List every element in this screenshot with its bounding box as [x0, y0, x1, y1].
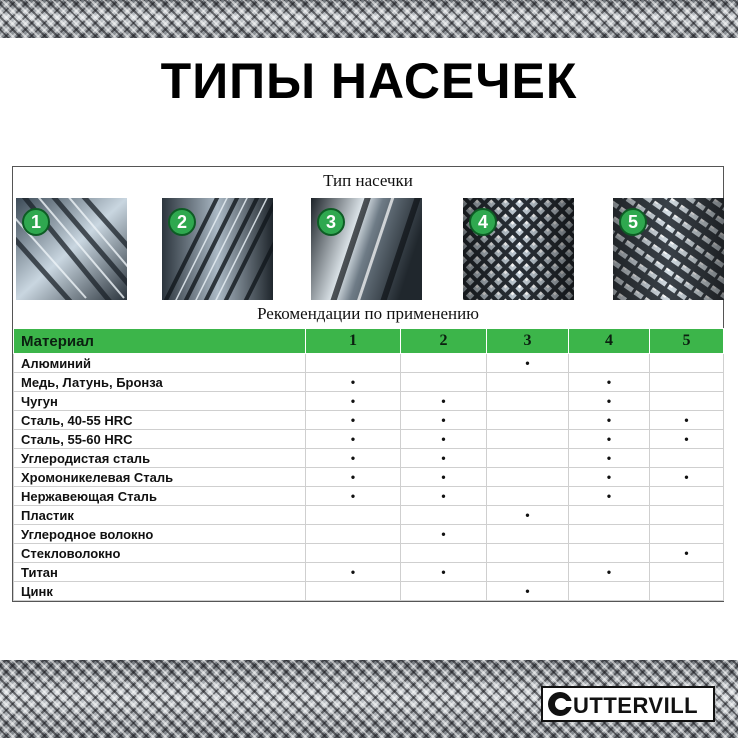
recommended-mark: • [350, 394, 356, 408]
recommended-mark: • [441, 489, 446, 503]
table-row [14, 392, 724, 411]
recommended-mark: • [441, 451, 446, 465]
suitability-cell-1 [306, 430, 401, 449]
suitability-cell-2 [401, 411, 487, 430]
material-name: Углеродное волокно [14, 525, 306, 544]
recommended-mark: • [441, 432, 446, 446]
suitability-cell-4 [569, 525, 650, 544]
table-row [14, 468, 724, 487]
suitability-cell-1 [306, 582, 401, 601]
material-name: Пластик [14, 506, 306, 525]
suitability-cell-1 [306, 506, 401, 525]
table-row [14, 430, 724, 449]
recommended-mark: • [606, 489, 612, 503]
suitability-cell-5 [650, 392, 724, 411]
table-row [14, 544, 724, 563]
suitability-cell-2 [401, 392, 487, 411]
recommended-mark: • [441, 527, 446, 541]
suitability-cell-3 [487, 373, 569, 392]
suitability-cell-5 [650, 582, 724, 601]
cut-type-badge-4: 4 [469, 208, 497, 236]
material-name: Сталь, 40-55 HRC [14, 411, 306, 430]
cut-type-photo-3 [311, 198, 422, 300]
material-name: Хромоникелевая Сталь [14, 468, 306, 487]
table-row [14, 373, 724, 392]
suitability-cell-1 [306, 468, 401, 487]
recommended-mark: • [684, 470, 689, 484]
table-row [14, 449, 724, 468]
suitability-cell-3 [487, 506, 569, 525]
suitability-cell-1 [306, 411, 401, 430]
table-row [14, 563, 724, 582]
suitability-cell-3 [487, 392, 569, 411]
recommended-mark: • [350, 375, 356, 389]
recommended-mark: • [350, 432, 356, 446]
suitability-cell-4 [569, 563, 650, 582]
recommended-mark: • [606, 565, 612, 579]
recommended-mark: • [606, 413, 612, 427]
suitability-cell-1 [306, 525, 401, 544]
suitability-cell-5 [650, 468, 724, 487]
recommended-mark: • [606, 451, 612, 465]
brand-c-icon [548, 692, 572, 716]
suitability-cell-2 [401, 582, 487, 601]
suitability-cell-2 [401, 468, 487, 487]
suitability-cell-5 [650, 506, 724, 525]
cut-type-badge-2: 2 [168, 208, 196, 236]
suitability-cell-3 [487, 411, 569, 430]
table-row [14, 582, 724, 601]
cut-type-badge-1: 1 [22, 208, 50, 236]
page-title: ТИПЫ НАСЕЧЕК [160, 53, 578, 109]
suitability-cell-1 [306, 449, 401, 468]
recommended-mark: • [350, 451, 356, 465]
suitability-cell-1 [306, 392, 401, 411]
recommended-mark: • [606, 470, 612, 484]
cut-type-photo-2 [162, 198, 273, 300]
table-header-row [14, 329, 724, 354]
recommended-mark: • [606, 394, 612, 408]
recommended-mark: • [606, 432, 612, 446]
suitability-cell-1 [306, 544, 401, 563]
recommended-mark: • [441, 470, 446, 484]
suitability-cell-3 [487, 430, 569, 449]
suitability-cell-4 [569, 468, 650, 487]
brand-logo [541, 686, 715, 722]
suitability-cell-1 [306, 354, 401, 373]
suitability-cell-3 [487, 354, 569, 373]
suitability-cell-4 [569, 373, 650, 392]
recommended-mark: • [684, 413, 689, 427]
suitability-cell-4 [569, 506, 650, 525]
suitability-cell-1 [306, 563, 401, 582]
suitability-cell-2 [401, 544, 487, 563]
column-header-2: 2 [401, 329, 487, 354]
cut-type-badge-3: 3 [317, 208, 345, 236]
suitability-cell-5 [650, 487, 724, 506]
recommendation-table [13, 328, 724, 601]
suitability-cell-4 [569, 354, 650, 373]
material-name: Алюминий [14, 354, 306, 373]
cut-type-photo-5 [613, 198, 724, 300]
suitability-cell-3 [487, 582, 569, 601]
suitability-cell-5 [650, 373, 724, 392]
table-row [14, 525, 724, 544]
cut-types-panel [12, 166, 724, 602]
table-row [14, 506, 724, 525]
cut-type-badge-5: 5 [619, 208, 647, 236]
column-header-5: 5 [650, 329, 724, 354]
suitability-cell-4 [569, 487, 650, 506]
column-header-4: 4 [569, 329, 650, 354]
recommended-mark: • [441, 565, 446, 579]
table-row [14, 354, 724, 373]
material-name: Титан [14, 563, 306, 582]
suitability-cell-5 [650, 430, 724, 449]
recommended-mark: • [350, 489, 356, 503]
suitability-cell-3 [487, 487, 569, 506]
recommended-mark: • [525, 356, 530, 370]
cut-type-caption: Тип насечки [323, 171, 413, 190]
suitability-cell-4 [569, 392, 650, 411]
recommended-mark: • [525, 584, 530, 598]
material-name: Стекловолокно [14, 544, 306, 563]
recommended-mark: • [525, 508, 530, 522]
suitability-cell-5 [650, 544, 724, 563]
recommended-mark: • [441, 413, 446, 427]
column-header-1: 1 [306, 329, 401, 354]
suitability-cell-2 [401, 354, 487, 373]
suitability-cell-1 [306, 487, 401, 506]
suitability-cell-5 [650, 449, 724, 468]
suitability-cell-5 [650, 563, 724, 582]
suitability-cell-2 [401, 430, 487, 449]
material-name: Сталь, 55-60 HRC [14, 430, 306, 449]
table-row [14, 487, 724, 506]
column-header-material: Материал [14, 329, 306, 354]
suitability-cell-2 [401, 525, 487, 544]
suitability-cell-3 [487, 449, 569, 468]
material-name: Углеродистая сталь [14, 449, 306, 468]
material-name: Цинк [14, 582, 306, 601]
suitability-cell-3 [487, 563, 569, 582]
recommended-mark: • [350, 413, 356, 427]
cut-type-photo-1 [16, 198, 127, 300]
material-name: Нержавеющая Сталь [14, 487, 306, 506]
suitability-cell-4 [569, 411, 650, 430]
suitability-cell-3 [487, 468, 569, 487]
suitability-cell-3 [487, 525, 569, 544]
suitability-cell-3 [487, 544, 569, 563]
cut-type-photo-4 [463, 198, 574, 300]
suitability-cell-2 [401, 506, 487, 525]
recommended-mark: • [684, 546, 689, 560]
suitability-cell-2 [401, 373, 487, 392]
suitability-cell-4 [569, 430, 650, 449]
suitability-cell-2 [401, 487, 487, 506]
recommendation-caption: Рекомендации по применению [257, 304, 479, 323]
material-name: Чугун [14, 392, 306, 411]
recommended-mark: • [350, 565, 356, 579]
suitability-cell-1 [306, 373, 401, 392]
suitability-cell-4 [569, 544, 650, 563]
suitability-cell-2 [401, 449, 487, 468]
suitability-cell-2 [401, 563, 487, 582]
material-name: Медь, Латунь, Бронза [14, 373, 306, 392]
recommended-mark: • [441, 394, 446, 408]
suitability-cell-5 [650, 354, 724, 373]
recommended-mark: • [684, 432, 689, 446]
recommended-mark: • [350, 470, 356, 484]
brand-name: UTTERVILL [573, 693, 699, 718]
suitability-cell-4 [569, 582, 650, 601]
knurled-metal-band-top [0, 0, 738, 38]
suitability-cell-4 [569, 449, 650, 468]
column-header-3: 3 [487, 329, 569, 354]
suitability-cell-5 [650, 525, 724, 544]
recommended-mark: • [606, 375, 612, 389]
suitability-cell-5 [650, 411, 724, 430]
table-row [14, 411, 724, 430]
